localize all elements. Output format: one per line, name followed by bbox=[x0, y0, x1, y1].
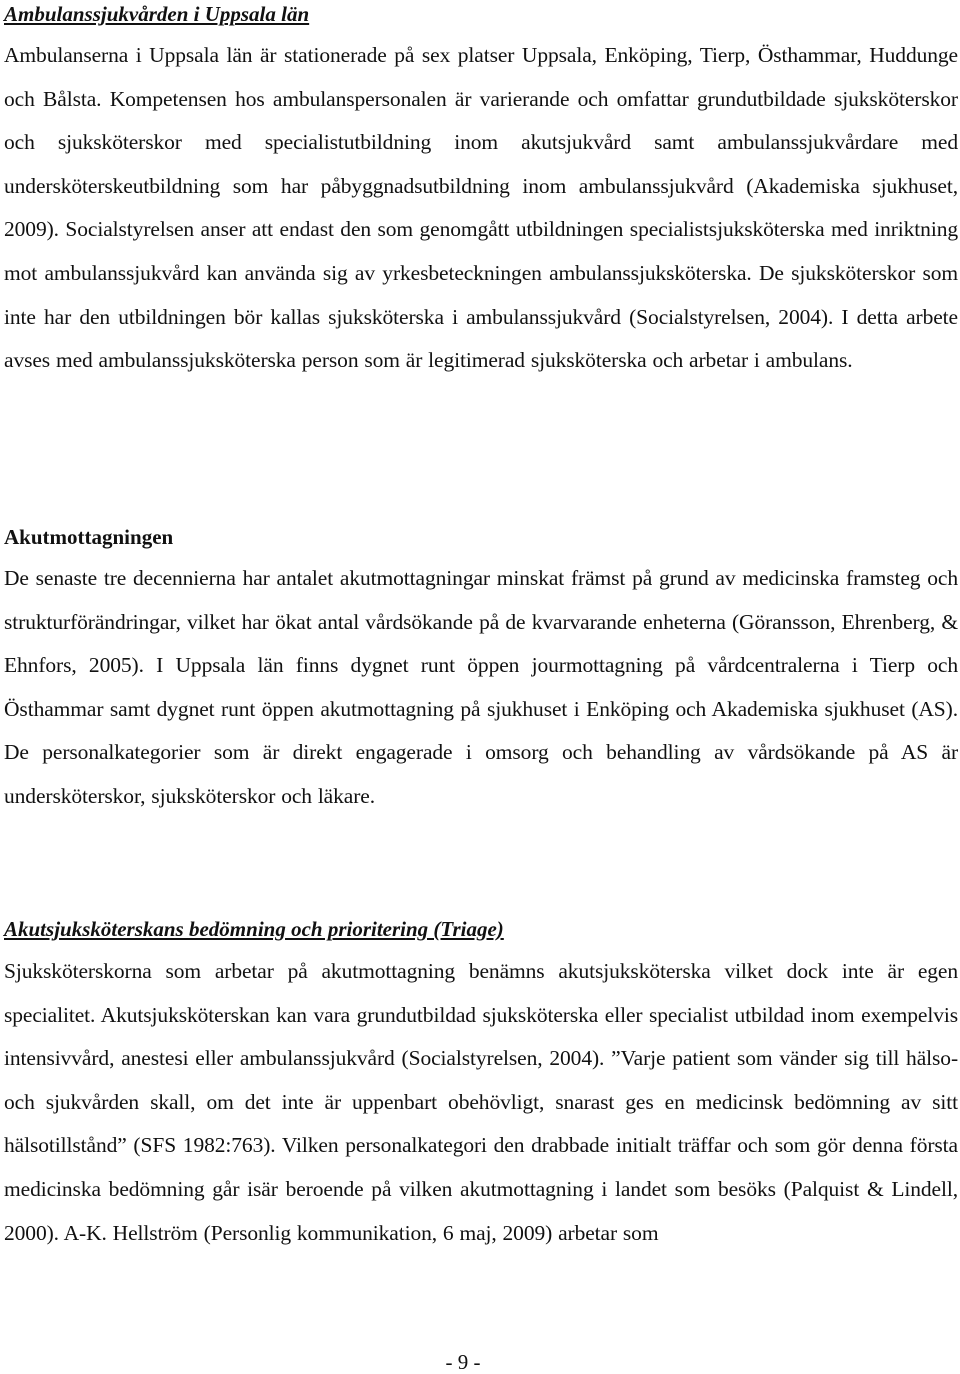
section-body-ambulanssjukvard: Ambulanserna i Uppsala län är stationerade på sex platser Uppsala, Enköping, Tierp, Östhammar, Huddunge och Bålsta. Kompetensen hos ambulanspersonalen är varierande och omfattar grundutbildade sjuksköterskor och sjuksköterskor med specialistutbildning inom akutsjukvård samt ambulanssjukvårdare med undersköterskeutbildning som har påbyggnadsutbildning inom ambulanssjukvård (Akademiska sjukhuset, 2009). Socialstyrelsen anser att endast den som genomgått utbildningen specialistsjuksköterska med inriktning mot ambulanssjukvård kan använda sig av yrkesbeteckningen ambulanssjuksköterska. De sjuksköterskor som inte har den utbildningen bör kallas sjuksköterska i ambulanssjukvård (Socialstyrelsen, 2004). I detta arbete avses med ambulanssjuksköterska person som är legitimerad sjuksköterska och arbetar i ambulans. bbox=[4, 43, 958, 373]
section-body-triage: Sjuksköterskorna som arbetar på akutmottagning benämns akutsjuksköterska vilket dock inte är egen specialitet. Akutsjuksköterskan kan vara grundutbildad sjuksköterska eller specialist utbildad inom exempelvis intensivvård, anestesi eller ambulanssjukvård (Socialstyrelsen, 2004). ”Varje patient som vänder sig till hälso- och sjukvården skall, om det inte är uppenbart obehövligt, snarast ges en medicinsk bedömning av sitt hälsotillstånd” (SFS 1982:763). Vilken personalkategori den drabbade initialt träffar och som gör denna första medicinska bedömning går isär beroende på vilken akutmottagning i landet som besöks (Palquist & Lindell, 2000). A-K. Hellström (Personlig kommunikation, 6 maj, 2009) arbetar som bbox=[4, 959, 958, 1245]
section-heading-ambulanssjukvard: Ambulanssjukvården i Uppsala län bbox=[4, 2, 310, 26]
section-heading-akutmottagningen: Akutmottagningen bbox=[4, 525, 174, 549]
page-number: - 9 - bbox=[445, 1350, 481, 1374]
section-heading-triage: Akutsjuksköterskans bedömning och prioritering (Triage) bbox=[4, 917, 504, 941]
section-body-akutmottagningen: De senaste tre decennierna har antalet akutmottagningar minskat främst på grund av medicinska framsteg och strukturförändringar, vilket har ökat antal vårdsökande på de kvarvarande enheterna (Göransson, Ehrenberg, & Ehnfors, 2005). I Uppsala län finns dygnet runt öppen jourmottagning på vårdcentralerna i Tierp och Östhammar samt dygnet runt öppen akutmottagning på sjukhuset i Enköping och Akademiska sjukhuset (AS). De personalkategorier som är direkt engagerade i omsorg och behandling av vårdsökande på AS är undersköterskor, sjuksköterskor och läkare. bbox=[4, 566, 958, 808]
